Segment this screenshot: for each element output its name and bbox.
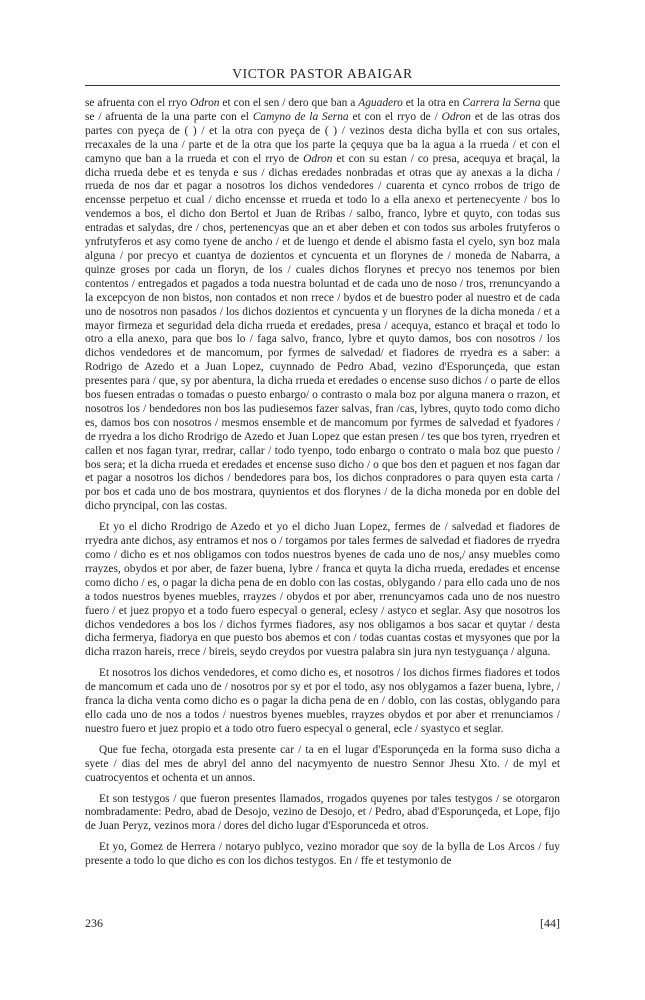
paragraph [85,667,560,737]
body-text [85,97,560,869]
paragraph [85,841,560,869]
text-run: et con el sen / dero que ban a [219,97,359,109]
text-run: que se / afruenta de la una parte con el [85,97,560,123]
paragraph [85,521,560,660]
text-run: Et yo, Gomez de Herrera / notaryo publyco, vezino morador que soy de la bylla de Los Arcos / fuy presente a todo lo que dicho es con los dichos testygos. En / ffe et testymonio de [85,841,560,868]
italic-run: Odron [190,97,220,109]
text-run: Et yo el dicho Rrodrigo de Azedo et yo el dicho Juan Lopez, fermes de / salvedad et fiadores de rryedra ante dichos, asy entramos et nos o / torgamos por tales fermes de salvedad et fiadores de rryedra como / dicho es et nos obligamos con todos nuestros byenes de cada uno de nos,/ ansy muebles como rrayzes, obydos et por aber, de fazer buena, lybre / franca et quyta la dicha rrueda, eredades et encense como dicho / es, o pagar la dicha pena de en doblo con las costas, oblygando / para ello cada uno de nos a todos nuestros byenes muebles, rrayzes / obydos et por aber, rrenuncyamos cada uno de nos nuestro fuero / et juez propyo et a todo fuero especyal o general, eclesy / astyco et seglar. Asy que nosotros los dichos vendedores a bos los / dichos fyrmes fiadores, asy nos obligamos a bos sacar et quytar / desta dicha fermerya, fiadorya en que puesto bos abemos et con / todas cuantas costas et mysyones que por la dicha rrazon hareis, rrece / bireis, seydo creydos por vuestra palabra sin jura nyn testyguança / alguna. [85,521,560,659]
text-run: Que fue fecha, otorgada esta presente car / ta en el lugar d'Esporunçeda en la forma suso dicha a syete / dias del mes de abryl del anno del nacymyento de nuestro Sennor Jhesu Xto. / de myl et cuatrocyentos et ochenta et un annos. [85,743,560,784]
text-run: et con el rryo de / [348,110,442,123]
paragraph [85,744,560,786]
running-header: VICTOR PASTOR ABAIGAR [232,66,413,81]
italic-run: Camyno de la Serna [252,110,349,123]
page-footer [85,916,560,931]
italic-run: Odron [303,152,333,165]
paragraph [85,97,560,514]
page [85,66,560,876]
text-run: et la otra en [402,97,463,109]
text-run: et con su estan / co presa, acequya et braçal, la dicha rrueda debe et es tenyda e sus / dichas eredades nonbradas et otras que ay anexas a la dicha / rrueda de nos dar et pagar a nosotros los dichos vendedores / cuarenta et cynco rrobos de trigo de encensse perpetuo et cual / dicho encensse et rrueda et todo lo a ella anexo et pertenecyente / bos lo vendemos a bos, el dicho don Bertol et Juan de Rribas / salbo, franco, lybre et quyto, con todas sus entradas et salydas, dre / chos, pertenencyas que an et aber deben et con todos sus arboles frutyferos o ynfrutyferos et asy como tyene de ancho / et de luengo et dende el abismo fasta el cyelo, syn boz mala alguna / por precyo et cuantya de dozientos et cyncuenta et un florynes de / moneda de Nabarra, a quinze groses por cada un floryn, de los / cuales dichos florynes et precyo nos tenemos por bien contentos / entregados et pagados a toda nuestra boluntad et de cada uno de noso / tros, rrenuncyando a la excepcyon de non bistos, non contados et non rrece / bydos et de buestro poder al nuestro et de cada uno de nosotros non pasados / los dichos dozientos et cyncuenta y un florynes de la dicha moneda / et a mayor firmeza et seguridad dela dicha rrueda et eredades, presa / acequya, estanco et braçal et todo lo otro a ella anexo, para que bos lo / faga salvo, franco, lybre et quyto damos, bos con nosotros / los dichos vendedores et de mancomum, por fyrmes de salvedad/ et fiadores de rryedra es a saber: a Rodrigo de Azedo et a Juan Lopez, cuynnado de Pedro Abad, vezino d'Esporunçeda, que estan presentes para / que, sy por abentura, la dicha rrueda et eredades o encense suso dichos / o parte de ellos bos fuesen entradas o tomadas o puesto enbargo/ o contrasto o mala boz por alguna manera o rrazon, et nosotros los / bendedores non bos las pudiesemos fazer salvas, fran /cas, lybres, quyto todo como dicho es, damos bos con nosotros / mesmos ensemble et de mancomum por fyrmes de salvedad et fyadores / de rryedra a los dicho Rrodrigo de Azedo et Juan Lopez que estan presen / tes que bos tyren, rryedren et callen et nos fagan tyrar, rredrar, callar / todo tyenpo, todo enbargo o contrato o mala boz que puesto / bos sera; et la dicha rrueda et eredades et encense suso dicho / o que bos den et paguen et nos fagan dar et pagar a nosotros los dichos / bendedores para bos, los dichos conpradores o para quyen esta carta / por bos et cada uno de bos mostrara, quynientos et dos florynes / de la dicha moneda por en doble del dicho pryncipal, con las costas. [85,152,560,513]
italic-run: Odron [441,110,471,123]
text-run: et de las otras dos partes con pyeça de ( ) / et la otra con pyeça de ( ) / vezinos desta dicha bylla et con sus ortales, rrecaxales de la una / parte et de la otra que los parte la çequya que ba la agua a la rrueda / et con el camyno que ban a la rrueda et con el rryo de [85,110,560,165]
text-run: Et son testygos / que fueron presentes llamados, rrogados quyenes por tales testygos / se otorgaron nombradamente: Pedro, abad de Desojo, vezino de Desojo, et / Pedro, abad d'Esporunçeda, et Lope, fijo de Juan Peryz, vezinos mora / dores del dicho lugar d'Esporunceda et otros. [85,792,560,833]
paragraph [85,793,560,835]
page-reference: [44] [540,916,560,930]
header-rule [85,85,560,86]
text-run: se afruenta con el rryo [85,97,191,109]
page-number: 236 [85,916,103,930]
italic-run: Aguadero [358,97,403,109]
italic-run: Carrera la Serna [462,97,541,109]
text-run: Et nosotros los dichos vendedores, et como dicho es, et nosotros / los dichos firmes fiadores et todos de mancomum et cada uno de / nosotros por sy et por el todo, asy nos oblygamos a fazer buena, lybre, / franca la dicha venta como dicho es o pagar la dicha pena de en / doblo, con las costas, oblygando para ello cada uno de nos a todos / nuestros byenes muebles, rrayzes obydos et por aber et rrenunciamos / nuestro fuero et juez propio et a todo otro fuero especyal o general, ecle / syastyco et seglar. [85,667,560,735]
